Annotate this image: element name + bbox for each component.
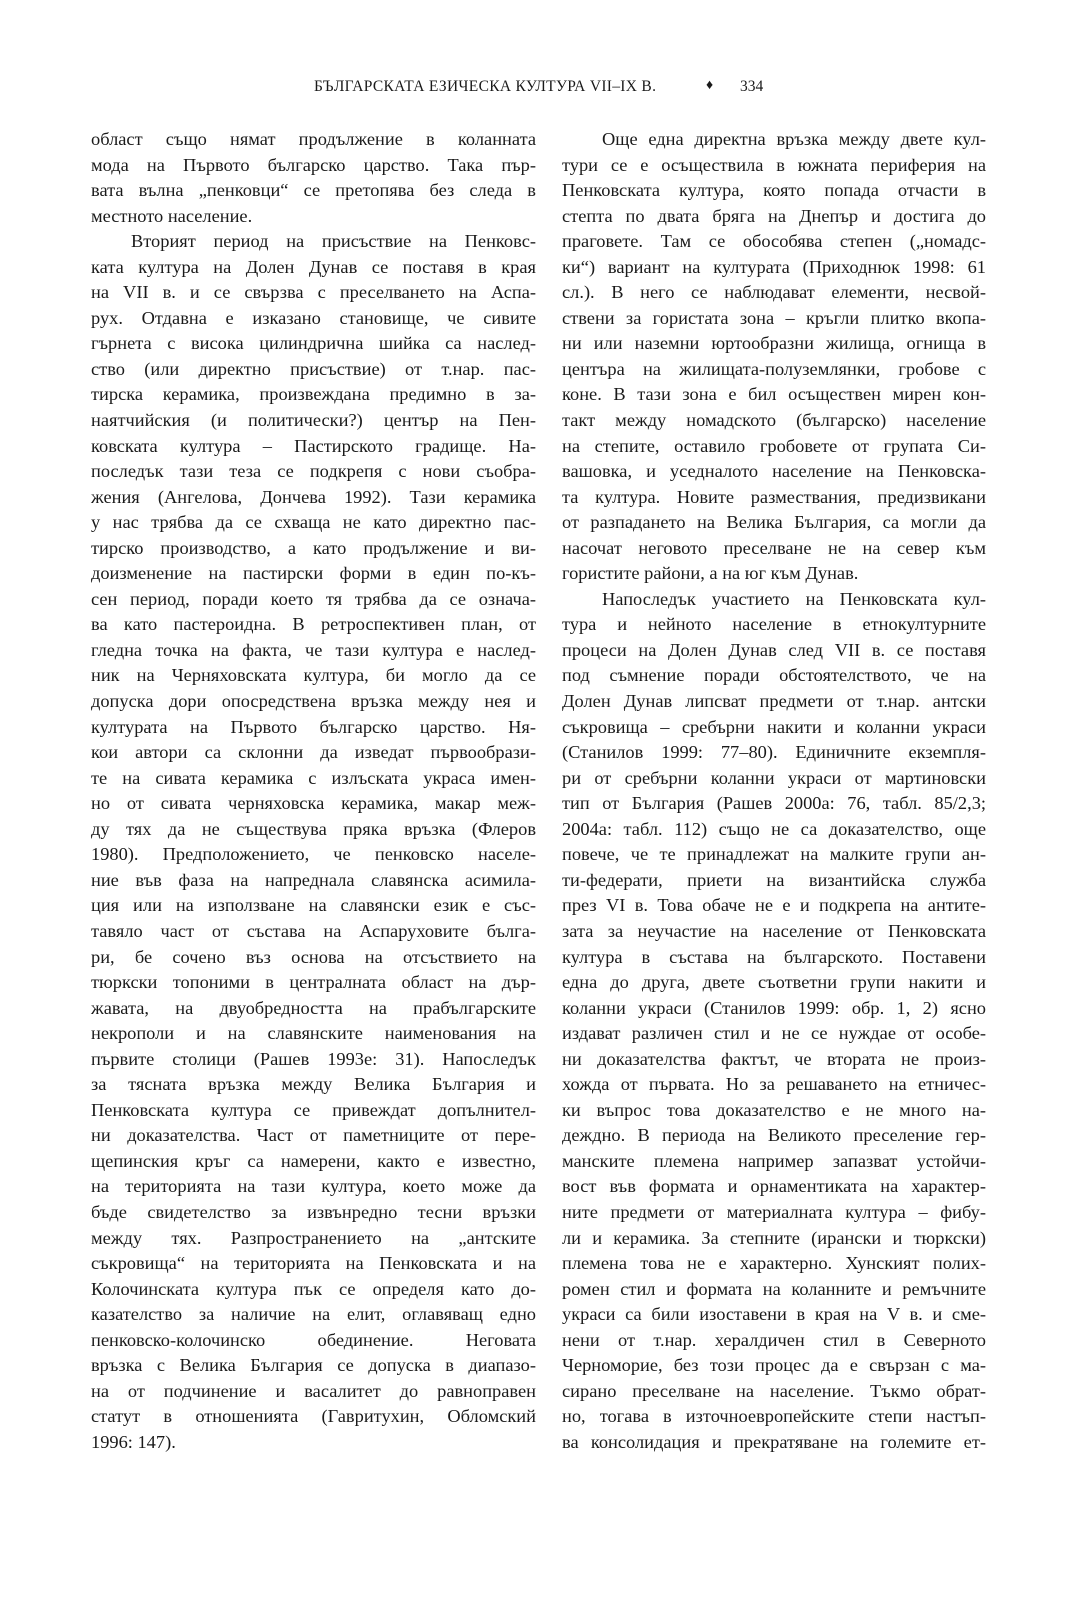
text-line: племена това не е характерно. Хунският полих- [562, 1253, 986, 1274]
right-text-column [562, 127, 986, 1455]
text-line: коланни украси (Станилов 1999: обр. 1, 2) ясно [562, 997, 986, 1018]
text-line: такт между номадското (българско) население [562, 410, 986, 431]
text-line: тавяло част от състава на Аспаруховите бълга- [91, 920, 536, 941]
text-line: ствени за гористата зона – кръгли плитко вкопа- [562, 307, 986, 328]
text-line: ки“) вариант на културата (Приходнюк 1998: 61 [562, 256, 986, 277]
left-text-column [91, 127, 536, 1455]
text-line: на степите, оставило гробовете от групата Си- [562, 435, 986, 456]
text-line: наятчийския (и политически?) център на Пен- [91, 410, 536, 431]
text-line: Пенковската култура, която попада отчасти в [562, 180, 986, 201]
text-line: доизменение на пастирски форми в един по-къ- [91, 563, 536, 584]
text-line: тирско производство, а като продължение и ви- [91, 537, 536, 558]
text-line: на територията на тази култура, което може да [91, 1176, 536, 1197]
text-line: жавата, на двуобредността на прабългарските [91, 997, 536, 1018]
text-line: ду тях да не съществува пряка връзка (Флеров [91, 818, 536, 839]
text-line: центъра на жилищата-полуземлянки, гробове с [562, 358, 986, 379]
text-line: на от подчинение и васалитет до равноправен [91, 1380, 536, 1401]
text-line: гледна точка на факта, че тази култура е наслед- [91, 639, 536, 660]
text-line: културата на Първото българско царство. Ня- [91, 716, 536, 737]
text-line: рух. Отдавна е изказано становище, че сивите [91, 307, 536, 328]
text-line: ромен стил и формата на коланните и ремъчните [562, 1278, 986, 1299]
text-line: щепинския кръг са намерени, както е известно, [91, 1150, 536, 1171]
text-line: допуска дори опосредствена връзка между нея и [91, 691, 536, 712]
text-line: жения (Ангелова, Дончева 1992). Тази керамика [91, 486, 536, 507]
text-line: тирска керамика, произвеждана предимно в за- [91, 384, 536, 405]
text-line: ните предмети от материалната култура – фибу- [562, 1201, 986, 1222]
text-line: ковската култура – Пастирското градище. На- [91, 435, 536, 456]
text-line: сен период, поради което тя трябва да се означа- [91, 588, 536, 609]
text-line: ва като пастероидна. В ретроспективен план, от [91, 614, 536, 635]
text-line: гористите райони, а на юг към Дунав. [562, 563, 859, 584]
text-line: под съмнение поради обстоятелството, че на [562, 665, 986, 686]
text-line: тури се е осъществила в южната периферия на [562, 154, 986, 175]
text-line: ни доказателства фактът, че втората не произ- [562, 1048, 986, 1069]
text-line: тюркски топоними в централната област на дър- [91, 972, 536, 993]
text-line: 1996: 147). [91, 1431, 176, 1452]
text-line: степта по двата бряга на Днепър и достига до [562, 205, 986, 226]
text-line: ни доказателства. Част от паметниците от пере- [91, 1125, 536, 1146]
text-line: от разпадането на Велика България, са могли да [562, 512, 986, 533]
text-line: та култура. Новите размествания, предизвикани [562, 486, 986, 507]
text-line: първите столици (Рашев 1993е: 31). Напоследък [91, 1048, 536, 1069]
text-line: местното население. [91, 205, 253, 226]
text-line: една до друга, двете съответни групи накити и [562, 972, 986, 993]
diamond-separator-icon: ♦ [706, 78, 714, 93]
text-line: Още една директна връзка между двете кул- [602, 129, 986, 149]
text-line: сл.). В него се наблюдават елементи, несвой- [562, 282, 986, 303]
text-line: ли и керамика. За степните (ирански и тюркски) [562, 1227, 986, 1248]
text-line: кои автори са склонни да изведат първообрази- [91, 742, 536, 763]
text-line: ство (или директно присъствие) от т.нар. пас- [91, 358, 536, 379]
text-line: 1980). Предположението, че пенковско населе- [91, 844, 536, 865]
text-line: но, тогава в източноевропейските степи настъп- [562, 1406, 986, 1427]
text-line: тип от България (Рашев 2000а: 76, табл. 85/2,3; [562, 793, 986, 814]
text-line: манските племена например запазват устойчи- [562, 1150, 986, 1171]
text-line: насочат неговото преселване не на север към [562, 537, 986, 558]
text-line: украси са били изоставени в края на V в. и сме- [562, 1304, 986, 1325]
text-line: ти-федерати, приети на византийска служба [562, 869, 986, 890]
text-line: Напоследък участието на Пенковската кул- [602, 588, 986, 609]
text-line: коне. В тази зона е бил осъществен мирен кон- [562, 384, 986, 405]
text-line: зата за неучастие на население от Пенковската [562, 920, 986, 941]
text-line: пенковско-колочинско обединение. Неговата [91, 1329, 536, 1350]
text-line: процеси на Долен Дунав след VII в. се поставя [562, 639, 986, 660]
text-line: ката култура на Долен Дунав се поставя в края [91, 256, 536, 277]
text-line: през VI в. Това обаче не е и подкрепа на антите- [562, 895, 986, 916]
text-line: казателство за наличие на елит, оглавяващ едно [91, 1304, 536, 1325]
text-line: за тясната връзка между Велика България и [91, 1074, 536, 1095]
text-line: връзка с Велика България се допуска в диапазо- [91, 1355, 536, 1376]
text-line: некрополи и на славянските наименования на [91, 1023, 536, 1044]
text-line: ни или наземни юртообразни жилища, огнища в [562, 333, 986, 354]
text-line: мода на Първото българско царство. Така пър- [91, 154, 536, 175]
text-line: (Станилов 1999: 77–80). Единичните екземпля- [562, 742, 986, 763]
text-line: култура в състава на българското. Поставени [562, 946, 986, 967]
text-line: статут в отношенията (Гавритухин, Обломский [91, 1406, 536, 1427]
text-line: ри, бе сочено въз основа на отсъствието на [91, 946, 536, 967]
text-line: вост във формата и орнаментиката на характер- [562, 1176, 986, 1197]
text-line: издават различен стил и не се нуждае от особе- [562, 1023, 986, 1044]
text-line: тура и нейното население в етнокултурните [562, 614, 986, 635]
text-line: между тях. Разпространението на „антските [91, 1227, 536, 1248]
text-line: хожда от първата. Но за решаването на етничес- [562, 1074, 986, 1095]
page-number: 334 [740, 78, 764, 95]
text-line: праговете. Там се обособява степен („номадс- [562, 231, 986, 252]
text-line: у нас трябва да се схваща не като директно пас- [91, 512, 536, 533]
text-line: ция или на използване на славянски език е със- [91, 895, 536, 916]
running-header [0, 78, 1091, 102]
text-line: Колочинската култура пък се определя като до- [91, 1278, 536, 1299]
text-line: област също нямат продължение в коланната [91, 129, 536, 149]
text-line: ва консолидация и прекратяване на големите ет- [562, 1431, 986, 1452]
text-line: вата вълна „пенковци“ се претопява без следа в [91, 180, 536, 201]
running-title: БЪЛГАРСКАТА ЕЗИЧЕСКА КУЛТУРА VII–IX В. [314, 78, 657, 95]
text-line: вашовка, и уседналото население на Пенковска- [562, 461, 986, 482]
text-line: бъде свидетелство за извънредно тесни връзки [91, 1201, 536, 1222]
text-line: нени от т.нар. хералдичен стил в Северното [562, 1329, 986, 1350]
text-line: но от сивата черняховска керамика, макар меж- [91, 793, 536, 814]
text-line: последък тази теза се подкрепя с нови съобра- [91, 461, 536, 482]
text-line: повече, че те принадлежат на малките групи ан- [562, 844, 986, 865]
text-line: съкровища – сребърни накити и коланни украси [562, 716, 986, 737]
text-line: те на сивата керамика с излъската украса имен- [91, 767, 536, 788]
text-line: ки въпрос това доказателство е не много на- [562, 1099, 986, 1120]
text-line: Вторият период на присъствие на Пенковс- [131, 231, 536, 252]
text-line: съкровища“ на територията на Пенковската и на [91, 1253, 536, 1274]
text-line: гърнета с висока цилиндрична шийка са наслед- [91, 333, 536, 354]
text-line: ние във фаза на напреднала славянска асимила- [91, 869, 536, 890]
text-line: Пенковската култура се привеждат допълнител- [91, 1099, 536, 1120]
text-line: 2004а: табл. 112) също не са доказателство, още [562, 818, 986, 839]
text-line: ри от сребърни коланни украси от мартиновски [562, 767, 986, 788]
text-line: на VII в. и се свързва с преселването на Аспа- [91, 282, 536, 303]
text-line: ник на Черняховската култура, би могло да се [91, 665, 536, 686]
text-line: Черноморие, без този процес да е свързан с ма- [562, 1355, 986, 1376]
text-line: деждно. В периода на Великото преселение гер- [562, 1125, 986, 1146]
text-line: Долен Дунав липсват предмети от т.нар. антски [562, 691, 986, 712]
text-line: сирано преселване на население. Тъкмо обрат- [562, 1380, 986, 1401]
